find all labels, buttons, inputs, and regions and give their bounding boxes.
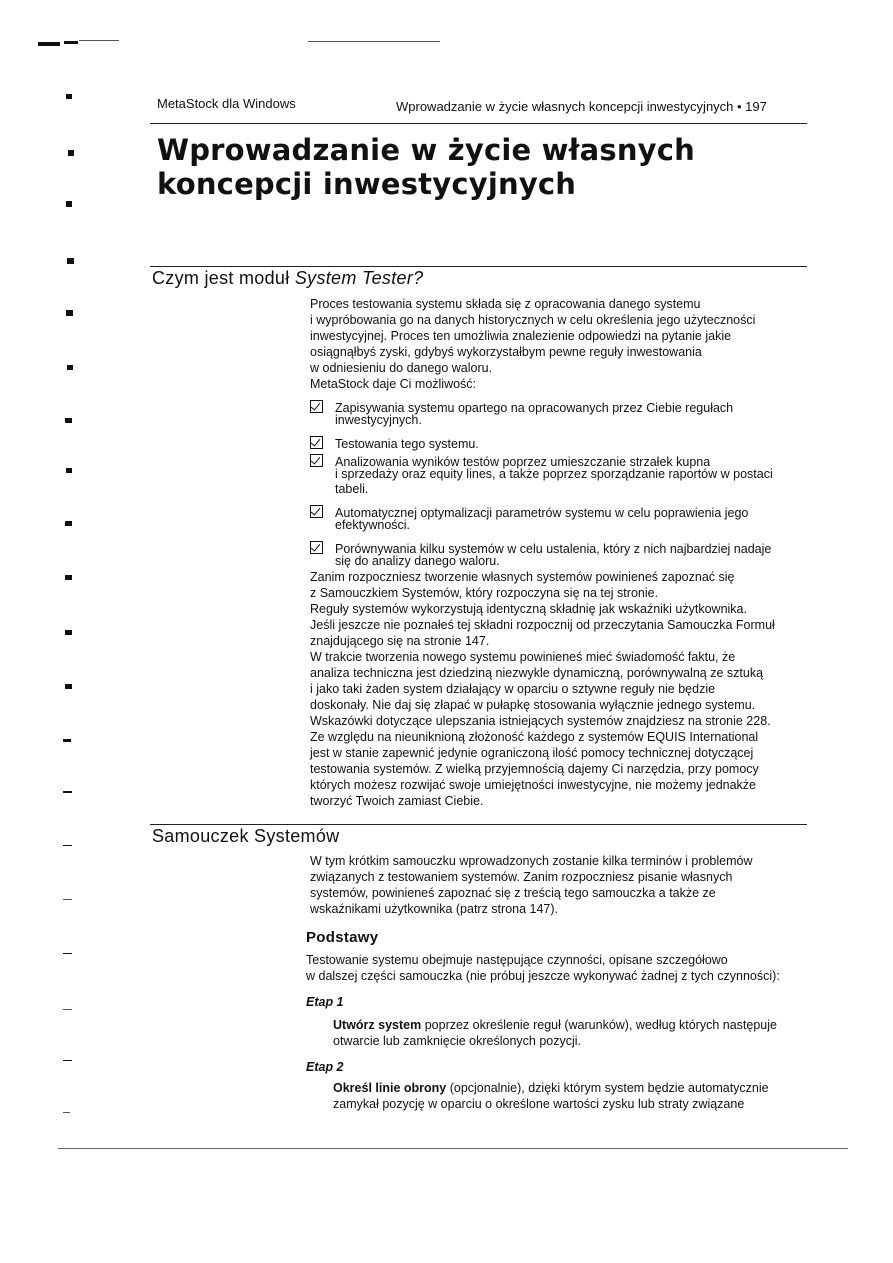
checkbox-icon xyxy=(310,541,323,554)
paragraph-line: Ze względu na nieuniknioną złożoność każdego z systemów EQUIS International xyxy=(310,730,759,744)
checklist-item xyxy=(310,402,805,426)
paragraph-line: w odniesieniu do danego waloru. xyxy=(310,361,493,375)
paragraph-line: systemów, powinieneś zapoznać się z treścią tego samouczka a także ze xyxy=(310,886,716,900)
paragraph-line: których możesz rozwijać swoje umiejętności inwestycyjne, nie możemy jednakże xyxy=(310,778,757,792)
paragraph-line: Proces testowania systemu składa się z opracowania danego systemu xyxy=(310,297,701,311)
section1-body xyxy=(310,296,805,809)
checklist-item-line: Analizowania wyników testów poprzez umieszczanie strzałek kupna xyxy=(335,455,711,469)
section-heading-samouczek: Samouczek Systemów xyxy=(152,826,340,846)
paragraph-line: znajdującego się na stronie 147. xyxy=(310,634,490,648)
paragraph-line: testowania systemów. Z wielką przyjemnością dajemy Ci narzędzia, przy pomocy xyxy=(310,762,759,776)
chapter-title-line-1: Wprowadzanie w życie własnych xyxy=(157,133,696,167)
paragraph-line: Testowanie systemu obejmuje następujące czynności, opisane szczegółowo xyxy=(306,953,728,967)
stage-2-bold: Określ linie obrony xyxy=(333,1081,447,1095)
section-heading-italic: System Tester? xyxy=(294,268,424,288)
checklist-item-line: i sprzedaży oraz equity lines, a także poprzez sporządzanie raportów w postaci xyxy=(335,467,773,481)
checklist-item xyxy=(310,543,805,567)
stage-1-line-2: otwarcie lub zamknięcie określonych pozycji. xyxy=(333,1034,582,1048)
paragraph-line: Reguły systemów wykorzystują identyczną składnię jak wskaźniki użytkownika. xyxy=(310,602,747,616)
paragraph-line: doskonały. Nie daj się złapać w pułapkę stosowania wyłącznie jednego systemu. xyxy=(310,698,756,712)
checklist-item-line: Automatycznej optymalizacji parametrów systemu w celu poprawienia jego xyxy=(335,506,749,520)
section2-intro xyxy=(310,853,805,917)
section-rule-2 xyxy=(150,824,807,825)
checkbox-icon xyxy=(310,400,323,413)
paragraph-line: osiągnąłbyś zyski, gdybyś wykorzystałbym pewne reguły inwestowania xyxy=(310,345,702,359)
running-header-left: MetaStock dla Windows xyxy=(157,96,296,111)
paragraph-line: MetaStock daje Ci możliwość: xyxy=(310,377,477,391)
section-rule-1 xyxy=(150,266,807,267)
checkbox-icon xyxy=(310,436,323,449)
bottom-scan-line xyxy=(58,1148,848,1149)
stage-2-text xyxy=(333,1080,803,1112)
stage-1-label: Etap 1 xyxy=(306,995,344,1009)
stage-2-line-2: zamykał pozycję w oparciu o określone wartości zysku lub straty związane xyxy=(333,1097,745,1111)
paragraph-line: Jeśli jeszcze nie poznałeś tej składni rozpocznij od przeczytania Samouczka Formuł xyxy=(310,618,775,632)
checklist-item-line: efektywności. xyxy=(335,518,411,532)
checklist-item xyxy=(310,438,805,450)
checklist-item-line: Zapisywania systemu opartego na opracowanych przez Ciebie regułach xyxy=(335,401,734,415)
paragraph-line: wskaźnikami użytkownika (patrz strona 147). xyxy=(310,902,559,916)
chapter-title xyxy=(157,133,797,201)
paragraph-line: W trakcie tworzenia nowego systemu powinieneś mieć świadomość faktu, że xyxy=(310,650,736,664)
checklist-item-line: Testowania tego systemu. xyxy=(335,437,479,451)
paragraph-line: i wypróbowania go na danych historycznych w celu określenia jego użyteczności xyxy=(310,313,756,327)
paragraph-line: Wskazówki dotyczące ulepszania istniejących systemów znajdziesz na stronie 228. xyxy=(310,714,771,728)
stage-1-rest: poprzez określenie reguł (warunków), według których następuje xyxy=(421,1018,777,1032)
checklist-item-line: Porównywania kilku systemów w celu ustalenia, który z nich najbardziej nadaje xyxy=(335,542,772,556)
paragraph-line: analiza techniczna jest dziedziną niezwykle dynamiczną, porównywalną ze sztuką xyxy=(310,666,764,680)
paragraph-line: z Samouczkiem Systemów, który rozpoczyna się na tej stronie. xyxy=(310,586,659,600)
section-heading-plain: Czym jest moduł xyxy=(152,268,295,288)
basics-text xyxy=(306,952,806,984)
stage-2-rest: (opcjonalnie), dzięki którym system będzie automatycznie xyxy=(446,1081,769,1095)
running-header-right: Wprowadzanie w życie własnych koncepcji inwestycyjnych • 197 xyxy=(396,99,767,114)
header-rule xyxy=(150,123,807,124)
checklist-item xyxy=(310,507,805,531)
paragraph-line: w dalszej części samouczka (nie próbuj jeszcze wykonywać żadnej z tych czynności): xyxy=(306,969,780,983)
paragraph-line: tworzyć Twoich zamiast Ciebie. xyxy=(310,794,484,808)
chapter-title-line-2: koncepcji inwestycyjnych xyxy=(157,167,577,201)
checkbox-icon xyxy=(310,505,323,518)
checklist-item-line: się do analizy danego waloru. xyxy=(335,554,500,568)
stage-1-text xyxy=(333,1017,803,1049)
paragraph-line: i jako taki żaden system działający w oparciu o sztywne reguły nie będzie xyxy=(310,682,716,696)
checkbox-icon xyxy=(310,454,323,467)
paragraph-line: Zanim rozpoczniesz tworzenie własnych systemów powinieneś zapoznać się xyxy=(310,570,735,584)
checklist-item xyxy=(310,456,805,495)
subheading-podstawy: Podstawy xyxy=(306,929,379,946)
paragraph-line: inwestycyjnej. Proces ten umożliwia znalezienie odpowiedzi na pytanie jakie xyxy=(310,329,732,343)
stage-2-label: Etap 2 xyxy=(306,1060,344,1074)
stage-1-bold: Utwórz system xyxy=(333,1018,422,1032)
section-heading-system-tester xyxy=(152,268,423,289)
checklist-item-line: inwestycyjnych. xyxy=(335,413,422,427)
paragraph-line: jest w stanie zapewnić jedynie ograniczoną ilość pomocy technicznej dotyczącej xyxy=(310,746,754,760)
checklist-item-line: tabeli. xyxy=(335,482,369,496)
paragraph-line: związanych z testowaniem systemów. Zanim rozpoczniesz pisanie własnych xyxy=(310,870,733,884)
paragraph-line: W tym krótkim samouczku wprowadzonych zostanie kilka terminów i problemów xyxy=(310,854,753,868)
